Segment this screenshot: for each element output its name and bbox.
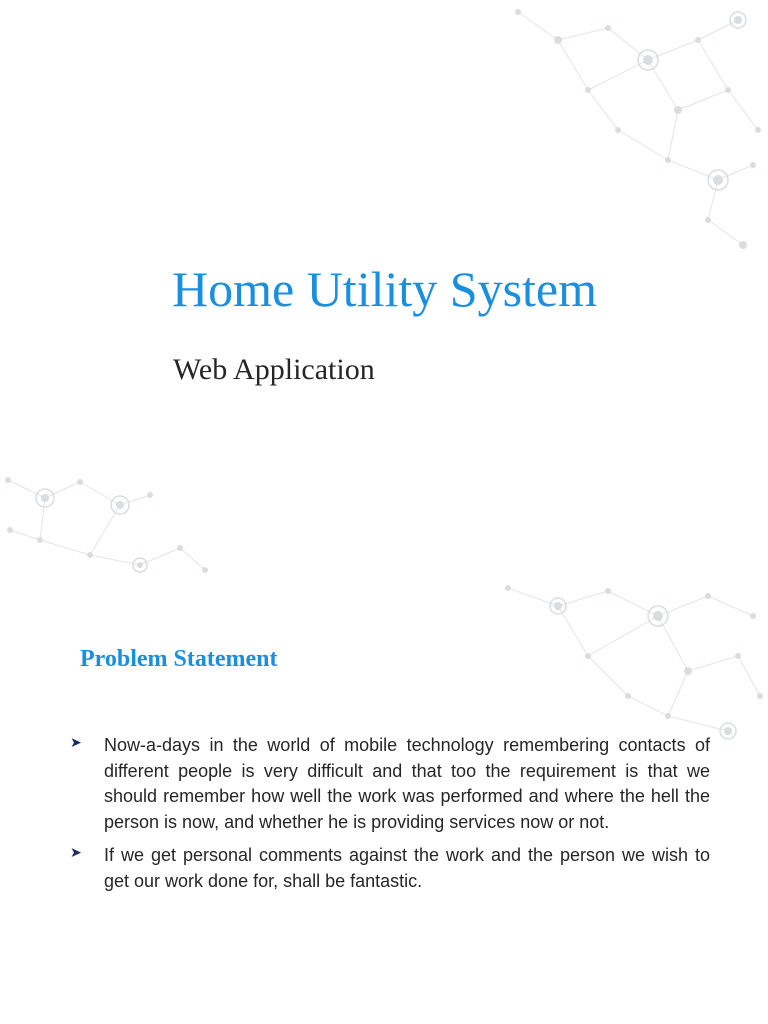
network-decoration-icon — [0, 460, 215, 576]
list-item — [68, 843, 710, 894]
list-item — [68, 733, 710, 835]
arrow-bullet-icon: ➤ — [70, 734, 82, 750]
arrow-bullet-icon: ➤ — [70, 844, 82, 860]
section-heading: Problem Statement — [80, 646, 278, 672]
presentation-subtitle: Web Application — [173, 353, 375, 386]
bullet-list — [68, 733, 710, 902]
bullet-text: Now-a-days in the world of mobile technology remembering contacts of different people is very difficult and that too the requirement is that we should remember how well the work was performed and where the hell the person is now, and whether he is providing services now or not. — [104, 735, 710, 832]
bullet-text: If we get personal comments against the work and the person we wish to get our work done for, shall be fantastic. — [104, 845, 710, 891]
network-decoration-icon — [498, 576, 768, 746]
network-decoration-icon — [498, 0, 768, 260]
slide-problem-statement — [0, 576, 768, 1024]
presentation-title: Home Utility System — [172, 261, 597, 317]
